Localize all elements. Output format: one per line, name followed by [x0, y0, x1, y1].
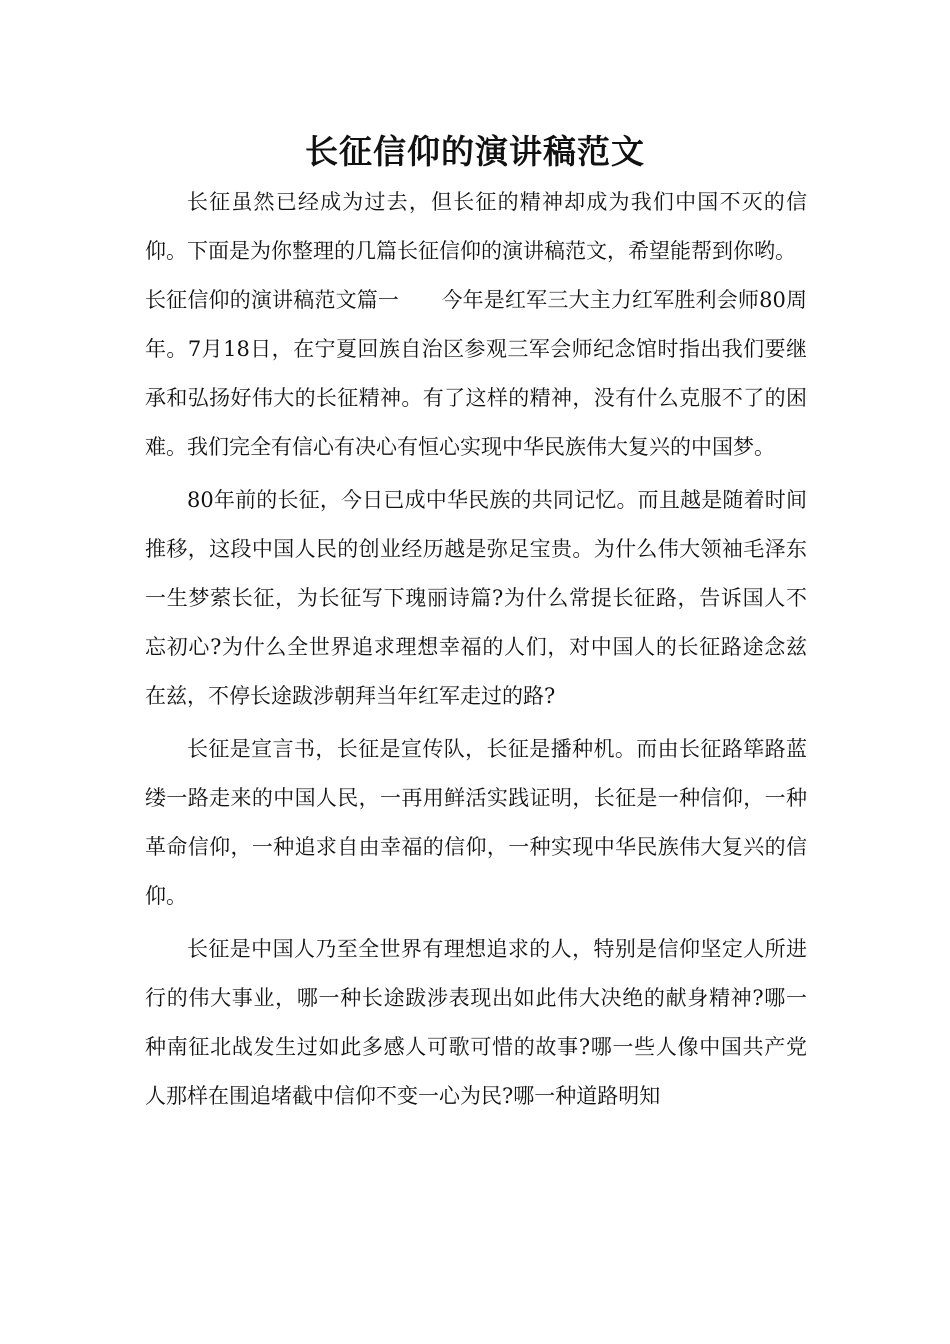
document-body: [145, 178, 807, 1121]
document-title: 长征信仰的演讲稿范文: [305, 132, 645, 171]
body-paragraph: 长征是中国人乃至全世界有理想追求的人，特别是信仰坚定人所进行的伟大事业，哪一种长途跋涉表现出如此伟大决绝的献身精神?哪一种南征北战发生过如此多感人可歌可惜的故事?哪一些人像中国共产党人那样在围追堵截中信仰不变一心为民?哪一种道路明知: [145, 937, 807, 1108]
body-paragraph: 80年前的长征，今日已成中华民族的共同记忆。而且越是随着时间推移，这段中国人民的创业经历越是弥足宝贵。为什么伟大领袖毛泽东一生梦萦长征，为长征写下瑰丽诗篇?为什么常提长征路，告诉国人不忘初心?为什么全世界追求理想幸福的人们，对中国人的长征路途念兹在兹，不停长途跋涉朝拜当年红军走过的路?: [145, 488, 807, 708]
section-one-paragraph: 长征信仰的演讲稿范文篇一 今年是红军三大主力红军胜利会师80周年。7月18日，在宁夏回族自治区参观三军会师纪念馆时指出我们要继承和弘扬好伟大的长征精神。有了这样的精神，没有什么克服不了的困难。我们完全有信心有决心有恒心实现中华民族伟大复兴的中国梦。: [145, 288, 807, 459]
body-paragraph: 长征是宣言书，长征是宣传队，长征是播种机。而由长征路筚路蓝缕一路走来的中国人民，一再用鲜活实践证明，长征是一种信仰，一种革命信仰，一种追求自由幸福的信仰，一种实现中华民族伟大复兴的信仰。: [145, 737, 807, 908]
intro-paragraph: 长征虽然已经成为过去，但长征的精神却成为我们中国不灭的信仰。下面是为你整理的几篇长征信仰的演讲稿范文，希望能帮到你哟。: [145, 190, 807, 263]
